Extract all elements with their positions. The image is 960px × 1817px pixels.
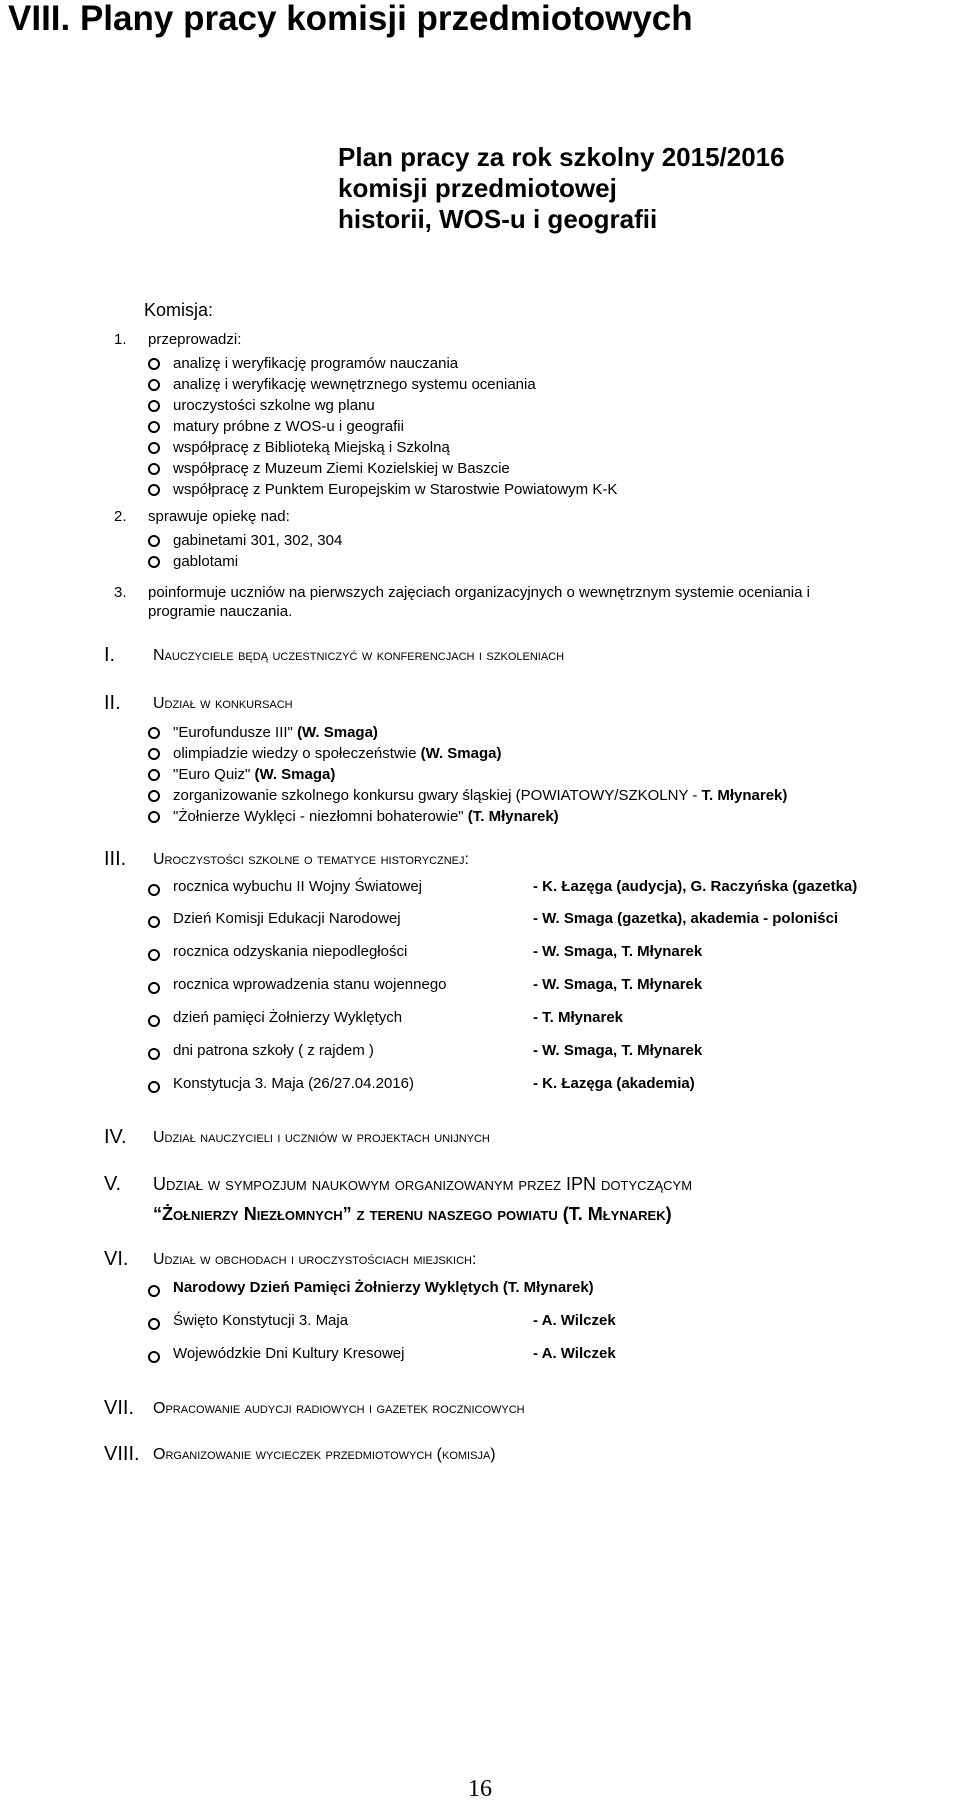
circle-bullet-icon: [148, 916, 160, 928]
list-item: olimpiadzie wiedzy o społeczeństwie (W. Smaga): [148, 743, 787, 764]
plan-title-line-3: historii, WOS-u i geografii: [338, 204, 658, 234]
circle-bullet-icon: [148, 748, 160, 760]
list-item: gabinetami 301, 302, 304: [148, 530, 342, 551]
list-item: współpracę z Muzeum Ziemi Kozielskiej w Baszcie: [148, 458, 617, 479]
circle-bullet-icon: [148, 884, 160, 896]
section-2-list: [148, 530, 342, 572]
circle-bullet-icon: [148, 442, 160, 454]
circle-bullet-icon: [148, 484, 160, 496]
plan-title-line-2: komisji przedmiotowej: [338, 173, 617, 203]
event-row: rocznica wybuchu II Wojny Światowej - K. Łazęga (audycja), G. Raczyńska (gazetka): [148, 878, 948, 900]
circle-bullet-icon: [148, 727, 160, 739]
list-item: współpracę z Punktem Europejskim w Starostwie Powiatowym K-K: [148, 479, 617, 500]
roman-3-title: Uroczystości szkolne o tematyce historycznej:: [153, 851, 469, 868]
circle-bullet-icon: [148, 463, 160, 475]
roman-5-line-2: “Żołnierzy Niezłomnych” z terenu naszego powiatu (T. Młynarek): [153, 1204, 672, 1224]
list-item: matury próbne z WOS-u i geografii: [148, 416, 617, 437]
roman-7-title: Opracowanie audycji radiowych i gazetek rocznicowych: [153, 1400, 525, 1417]
roman-4-title: Udział nauczycieli i uczniów w projektach unijnych: [153, 1129, 490, 1146]
event-row: rocznica odzyskania niepodległości - W. Smaga, T. Młynarek: [148, 943, 948, 965]
circle-bullet-icon: [148, 379, 160, 391]
section-3-number: 3.: [114, 584, 127, 601]
komisja-label: Komisja:: [144, 300, 214, 320]
list-item: współpracę z Biblioteką Miejską i Szkolną: [148, 437, 617, 458]
circle-bullet-icon: [148, 1351, 160, 1363]
page-heading: VIII. Plany pracy komisji przedmiotowych: [8, 0, 693, 38]
circle-bullet-icon: [148, 1318, 160, 1330]
roman-2-numeral: II.: [104, 692, 121, 714]
event-row: Dzień Komisji Edukacji Narodowej - W. Smaga (gazetka), akademia - poloniści: [148, 910, 948, 932]
section-2-text: sprawuje opiekę nad:: [148, 508, 290, 525]
roman-8-numeral: VIII.: [104, 1443, 140, 1465]
circle-bullet-icon: [148, 790, 160, 802]
list-item: gablotami: [148, 551, 342, 572]
circle-bullet-icon: [148, 982, 160, 994]
event-row: Narodowy Dzień Pamięci Żołnierzy Wyklętych (T. Młynarek): [148, 1279, 948, 1301]
list-item: analizę i weryfikację wewnętrznego systemu oceniania: [148, 374, 617, 395]
circle-bullet-icon: [148, 556, 160, 568]
section-2-number: 2.: [114, 508, 127, 525]
circle-bullet-icon: [148, 1048, 160, 1060]
list-item: analizę i weryfikację programów nauczania: [148, 353, 617, 374]
list-item: "Eurofundusze III" (W. Smaga): [148, 722, 787, 743]
circle-bullet-icon: [148, 1081, 160, 1093]
circle-bullet-icon: [148, 358, 160, 370]
roman-1-numeral: I.: [104, 644, 116, 666]
circle-bullet-icon: [148, 1285, 160, 1297]
section-1-text: przeprowadzi:: [148, 331, 242, 348]
event-row: dzień pamięci Żołnierzy Wyklętych - T. Młynarek: [148, 1009, 948, 1031]
list-item: "Euro Quiz" (W. Smaga): [148, 764, 787, 785]
circle-bullet-icon: [148, 811, 160, 823]
section-3-line-1: poinformuje uczniów na pierwszych zajęciach organizacyjnych o wewnętrznym systemie oceniania i: [148, 584, 810, 601]
roman-7-numeral: VII.: [104, 1397, 135, 1419]
event-row: Wojewódzkie Dni Kultury Kresowej - A. Wilczek: [148, 1345, 948, 1367]
roman-6-title: Udział w obchodach i uroczystościach miejskich:: [153, 1251, 477, 1268]
page-number: 16: [468, 1776, 492, 1802]
section-3-line-2: programie nauczania.: [148, 603, 293, 620]
roman-2-title: Udział w konkursach: [153, 695, 293, 712]
roman-4-numeral: IV.: [104, 1126, 127, 1148]
roman-1-title: Nauczyciele będą uczestniczyć w konferencjach i szkoleniach: [153, 647, 565, 664]
event-row: dni patrona szkoły ( z rajdem ) - W. Smaga, T. Młynarek: [148, 1042, 948, 1064]
section-1-list: [148, 353, 617, 500]
roman-6-numeral: VI.: [104, 1248, 129, 1270]
list-item: "Żołnierze Wyklęci - niezłomni bohaterowie" (T. Młynarek): [148, 806, 787, 827]
circle-bullet-icon: [148, 421, 160, 433]
roman-8-title: Organizowanie wycieczek przedmiotowych (komisja): [153, 1446, 496, 1463]
event-row: rocznica wprowadzenia stanu wojennego - W. Smaga, T. Młynarek: [148, 976, 948, 998]
list-item: uroczystości szkolne wg planu: [148, 395, 617, 416]
plan-title: [338, 142, 785, 235]
event-row: Święto Konstytucji 3. Maja - A. Wilczek: [148, 1312, 948, 1334]
roman-5-numeral: V.: [104, 1173, 122, 1195]
circle-bullet-icon: [148, 769, 160, 781]
circle-bullet-icon: [148, 400, 160, 412]
section-1-number: 1.: [114, 331, 127, 348]
list-item: zorganizowanie szkolnego konkursu gwary śląskiej (POWIATOWY/SZKOLNY - T. Młynarek): [148, 785, 787, 806]
event-row: Konstytucja 3. Maja (26/27.04.2016) - K. Łazęga (akademia): [148, 1075, 948, 1097]
roman-5-line-1: Udział w sympozjum naukowym organizowanym przez IPN dotyczącym: [153, 1174, 693, 1194]
circle-bullet-icon: [148, 949, 160, 961]
roman-3-numeral: III.: [104, 848, 127, 870]
plan-title-line-1: Plan pracy za rok szkolny 2015/2016: [338, 142, 785, 172]
contests-list: [148, 722, 787, 827]
circle-bullet-icon: [148, 535, 160, 547]
circle-bullet-icon: [148, 1015, 160, 1027]
